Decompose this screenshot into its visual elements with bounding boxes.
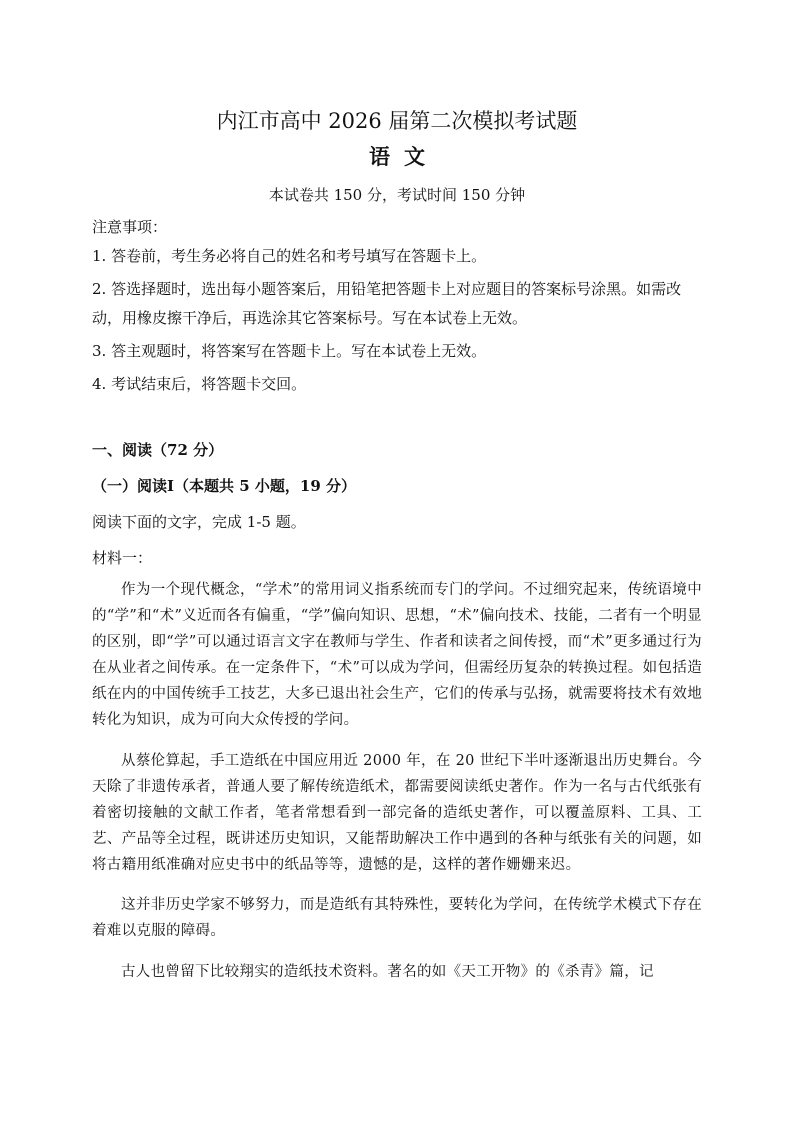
note-item: 2. 答选择题时，选出每小题答案后，用铅笔把答题卡上对应题目的答案标号涂黑。如需改动，用橡皮擦干净后，再选涂其它答案标号。写在本试卷上无效。 [92, 280, 682, 327]
section-heading: 一、阅读（72 分） [92, 441, 224, 459]
material-paragraph: 作为一个现代概念，“学术”的常用词义指系统而专门的学问。不过细究起来，传统语境中的“学”和“术”义近而各有偏重，“学”偏向知识、思想，“术”偏向技术、技能，二者有一个明显的区别，即“学”可以通过语言文字在教师与学生、作者和读者之间传授，而“术”更多通过行为在从业者之间传承。在一定条件下，“术”可以成为学问，但需经历复杂的转换过程。如包括造纸在内的中国传统手工技艺，大多已退出社会生产，它们的传承与弘扬，就需要将技术有效地转化为知识，成为可向大众传授的学问。 [92, 582, 702, 728]
reading-instruction: 阅读下面的文字，完成 1-5 题。 [92, 513, 306, 531]
note-item: 1. 答卷前，考生务必将自己的姓名和考号填写在答题卡上。 [92, 247, 487, 265]
material-paragraph: 从蔡伦算起，手工造纸在中国应用近 2000 年，在 20 世纪下半叶逐渐退出历史舞台。今天除了非遗传承者，普通人要了解传统造纸术，都需要阅读纸史著作。作为一名与古代纸张有着密切接触的文献工作者，笔者常想看到一部完备的造纸史著作，可以覆盖原料、工具、工艺、产品等全过程，既讲述历史知识，又能帮助解决工作中遇到的各种与纸张有关的问题，如将古籍用纸准确对应史书中的纸品等等，遗憾的是，这样的著作姗姗来迟。 [92, 752, 702, 873]
material-label: 材料一： [92, 549, 153, 567]
note-item: 3. 答主观题时，将答案写在答题卡上。写在本试卷上无效。 [92, 342, 487, 360]
note-item: 4. 考试结束后，将答题卡交回。 [92, 375, 307, 393]
exam-title: 内江市高中 2026 届第二次模拟考试题 [216, 109, 578, 133]
exam-info: 本试卷共 150 分，考试时间 150 分钟 [268, 186, 526, 204]
material-paragraph: 这并非历史学家不够努力，而是造纸有其特殊性，要转化为学问，在传统学术模式下存在着难以克服的障碍。 [92, 897, 702, 939]
subsection-heading: （一）阅读Ⅰ（本题共 5 小题，19 分） [92, 477, 356, 495]
subject-heading: 语文 [369, 144, 439, 169]
exam-page [92, 106, 702, 999]
notes-title: 注意事项： [92, 218, 168, 236]
material-paragraph: 古人也曾留下比较翔实的造纸技术资料。著名的如《天工开物》的《杀青》篇，记 [121, 963, 654, 980]
